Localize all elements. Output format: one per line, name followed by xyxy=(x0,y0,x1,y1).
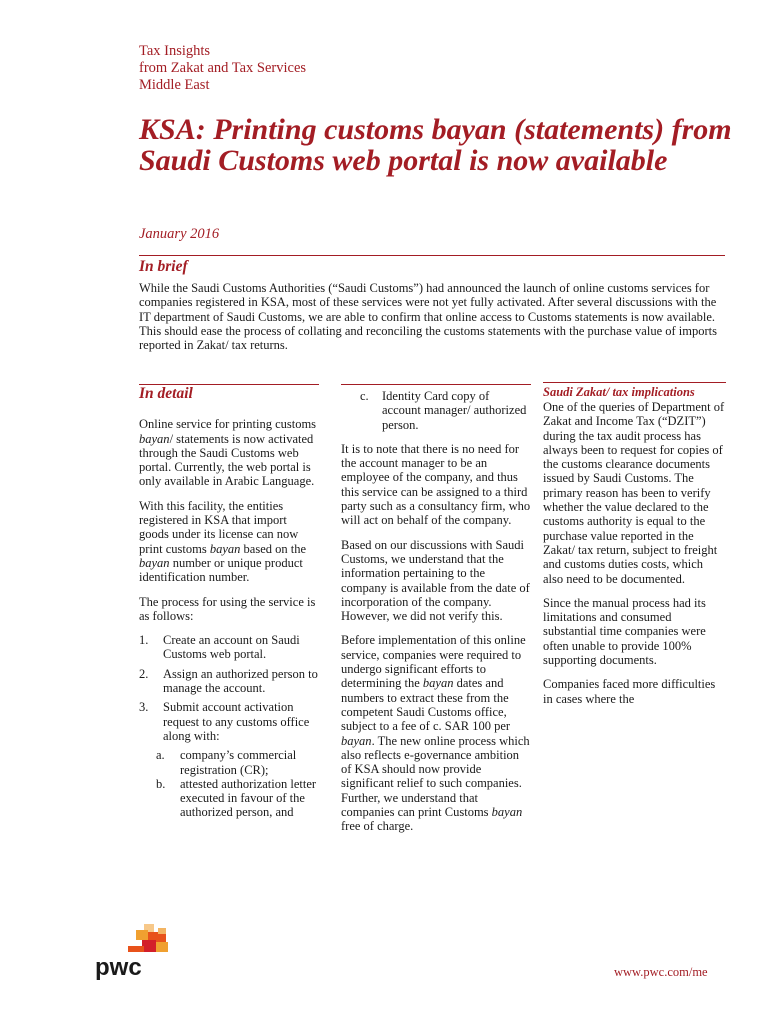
list-item xyxy=(341,389,531,432)
requirements-list-continued xyxy=(341,389,531,432)
paragraph: Companies faced more difficulties in cases where the xyxy=(543,677,716,706)
text-run: . The new online process which also reflects e-governance ambition of KSA should now provide significant relief to such companies. Further, we understand that companies can print Customs xyxy=(341,733,530,820)
text-run: With this facility, the entities registered in KSA that import goods under its license can now print customs xyxy=(139,498,299,556)
list-marker: 1. xyxy=(139,633,149,648)
list-marker: 3. xyxy=(139,700,149,715)
paragraph: Since the manual process had its limitations and consumed substantial time companies were often unable to provide 100% supporting documents. xyxy=(543,595,706,668)
list-item xyxy=(139,748,319,777)
header-line-2: from Zakat and Tax Services xyxy=(139,60,307,76)
list-marker: a. xyxy=(156,748,165,763)
list-item-text: Assign an authorized person to manage the account. xyxy=(163,666,318,696)
in-brief-text: While the Saudi Customs Authorities (“Saudi Customs”) had announced the launch of online customs services for companies registered in KSA, most of these services were not yet fully activated. After several discussions with the IT department of Saudi Customs, we are able to confirm that online access to Customs statements is now available. This should ease the process of collating and reconciling the customs statements with the purchase value of imports reported in Zakat/ tax returns. xyxy=(139,281,717,353)
list-item-text: attested authorization letter executed in favour of the authorized person, and xyxy=(180,776,317,820)
list-item-text: Identity Card copy of account manager/ authorized person. xyxy=(382,389,527,432)
text-run: Before implementation of this online service, companies were required to undergo significant efforts to determining the xyxy=(341,633,526,691)
logo-block xyxy=(128,946,144,952)
list-marker: b. xyxy=(156,776,166,791)
text-run-italic: bayan xyxy=(341,733,372,748)
paragraph xyxy=(341,633,531,833)
process-steps-list xyxy=(139,633,319,743)
text-run-italic: bayan xyxy=(209,541,241,556)
list-item xyxy=(139,700,319,743)
list-item-text: Submit account activation request to any customs office along with: xyxy=(163,700,310,743)
list-item xyxy=(139,777,319,820)
in-detail-heading: In detail xyxy=(139,384,319,401)
column-middle xyxy=(341,384,531,844)
text-run: based on the xyxy=(240,541,307,556)
publication-header xyxy=(139,43,306,94)
text-run: dates and numbers to extract these from the competent Saudi Customs office, subject to a fee of c. SAR 100 per xyxy=(341,676,511,734)
zakat-heading: Saudi Zakat/ tax implications xyxy=(543,382,726,400)
list-item-text: Create an account on Saudi Customs web portal. xyxy=(163,633,300,662)
paragraph: One of the queries of Department of Zakat and Income Tax (“DZIT”) during the tax audit process has always been to request for copies of the customs clearance documents issued by Saudi Customs. The primary reason has been to verify whether the value declared to the customs authority is equal to the purchase value reported in the Zakat/ tax return, subject to freight and customs duties costs, which also need to be documented. xyxy=(543,400,725,586)
column-in-detail xyxy=(139,384,319,820)
header-line-3: Middle East xyxy=(139,77,210,93)
list-item xyxy=(139,633,319,662)
text-run-italic: bayan xyxy=(139,555,170,570)
text-run: number or unique product identification number. xyxy=(139,555,303,585)
logo-wordmark: pwc xyxy=(95,954,142,980)
text-run-italic: bayan xyxy=(422,676,454,691)
logo-block xyxy=(158,928,166,934)
list-item-text: company’s commercial registration (CR); xyxy=(180,748,297,777)
publication-date: January 2016 xyxy=(139,226,220,242)
logo-block xyxy=(136,930,148,940)
text-run: / statements is now activated through the Saudi Customs web portal. Currently, the web portal is only available in Arabic Language. xyxy=(139,431,315,489)
text-run-italic: bayan xyxy=(139,431,170,446)
text-run-italic: bayan xyxy=(491,805,523,820)
requirements-list xyxy=(139,748,319,819)
paragraph: The process for using the service is as follows: xyxy=(139,594,316,623)
divider xyxy=(139,255,725,256)
paragraph xyxy=(139,417,319,488)
footer-link[interactable]: www.pwc.com/me xyxy=(614,965,708,979)
paragraph: Based on our discussions with Saudi Customs, we understand that the information pertaining to the company is available from the date of incorporation of the company. However, we did not verify this. xyxy=(341,537,530,624)
page-title: KSA: Printing customs bayan (statements) from Saudi Customs web portal is now available xyxy=(139,113,732,177)
column-zakat xyxy=(543,382,726,716)
text-run: Online service for printing customs xyxy=(139,417,317,432)
list-item xyxy=(139,667,319,696)
in-brief-heading: In brief xyxy=(139,258,188,275)
pwc-logo xyxy=(92,920,182,980)
list-marker: 2. xyxy=(139,666,149,681)
logo-block xyxy=(142,940,156,952)
paragraph: It is to note that there is no need for the account manager to be an employee of the company, and thus this service can be assigned to a third party such as a consultancy firm, who will act on behalf of the company. xyxy=(341,441,531,528)
logo-block xyxy=(154,942,168,952)
header-line-1: Tax Insights xyxy=(139,43,211,59)
paragraph xyxy=(139,499,319,585)
list-marker: c. xyxy=(360,389,369,403)
text-run: free of charge. xyxy=(341,819,414,834)
